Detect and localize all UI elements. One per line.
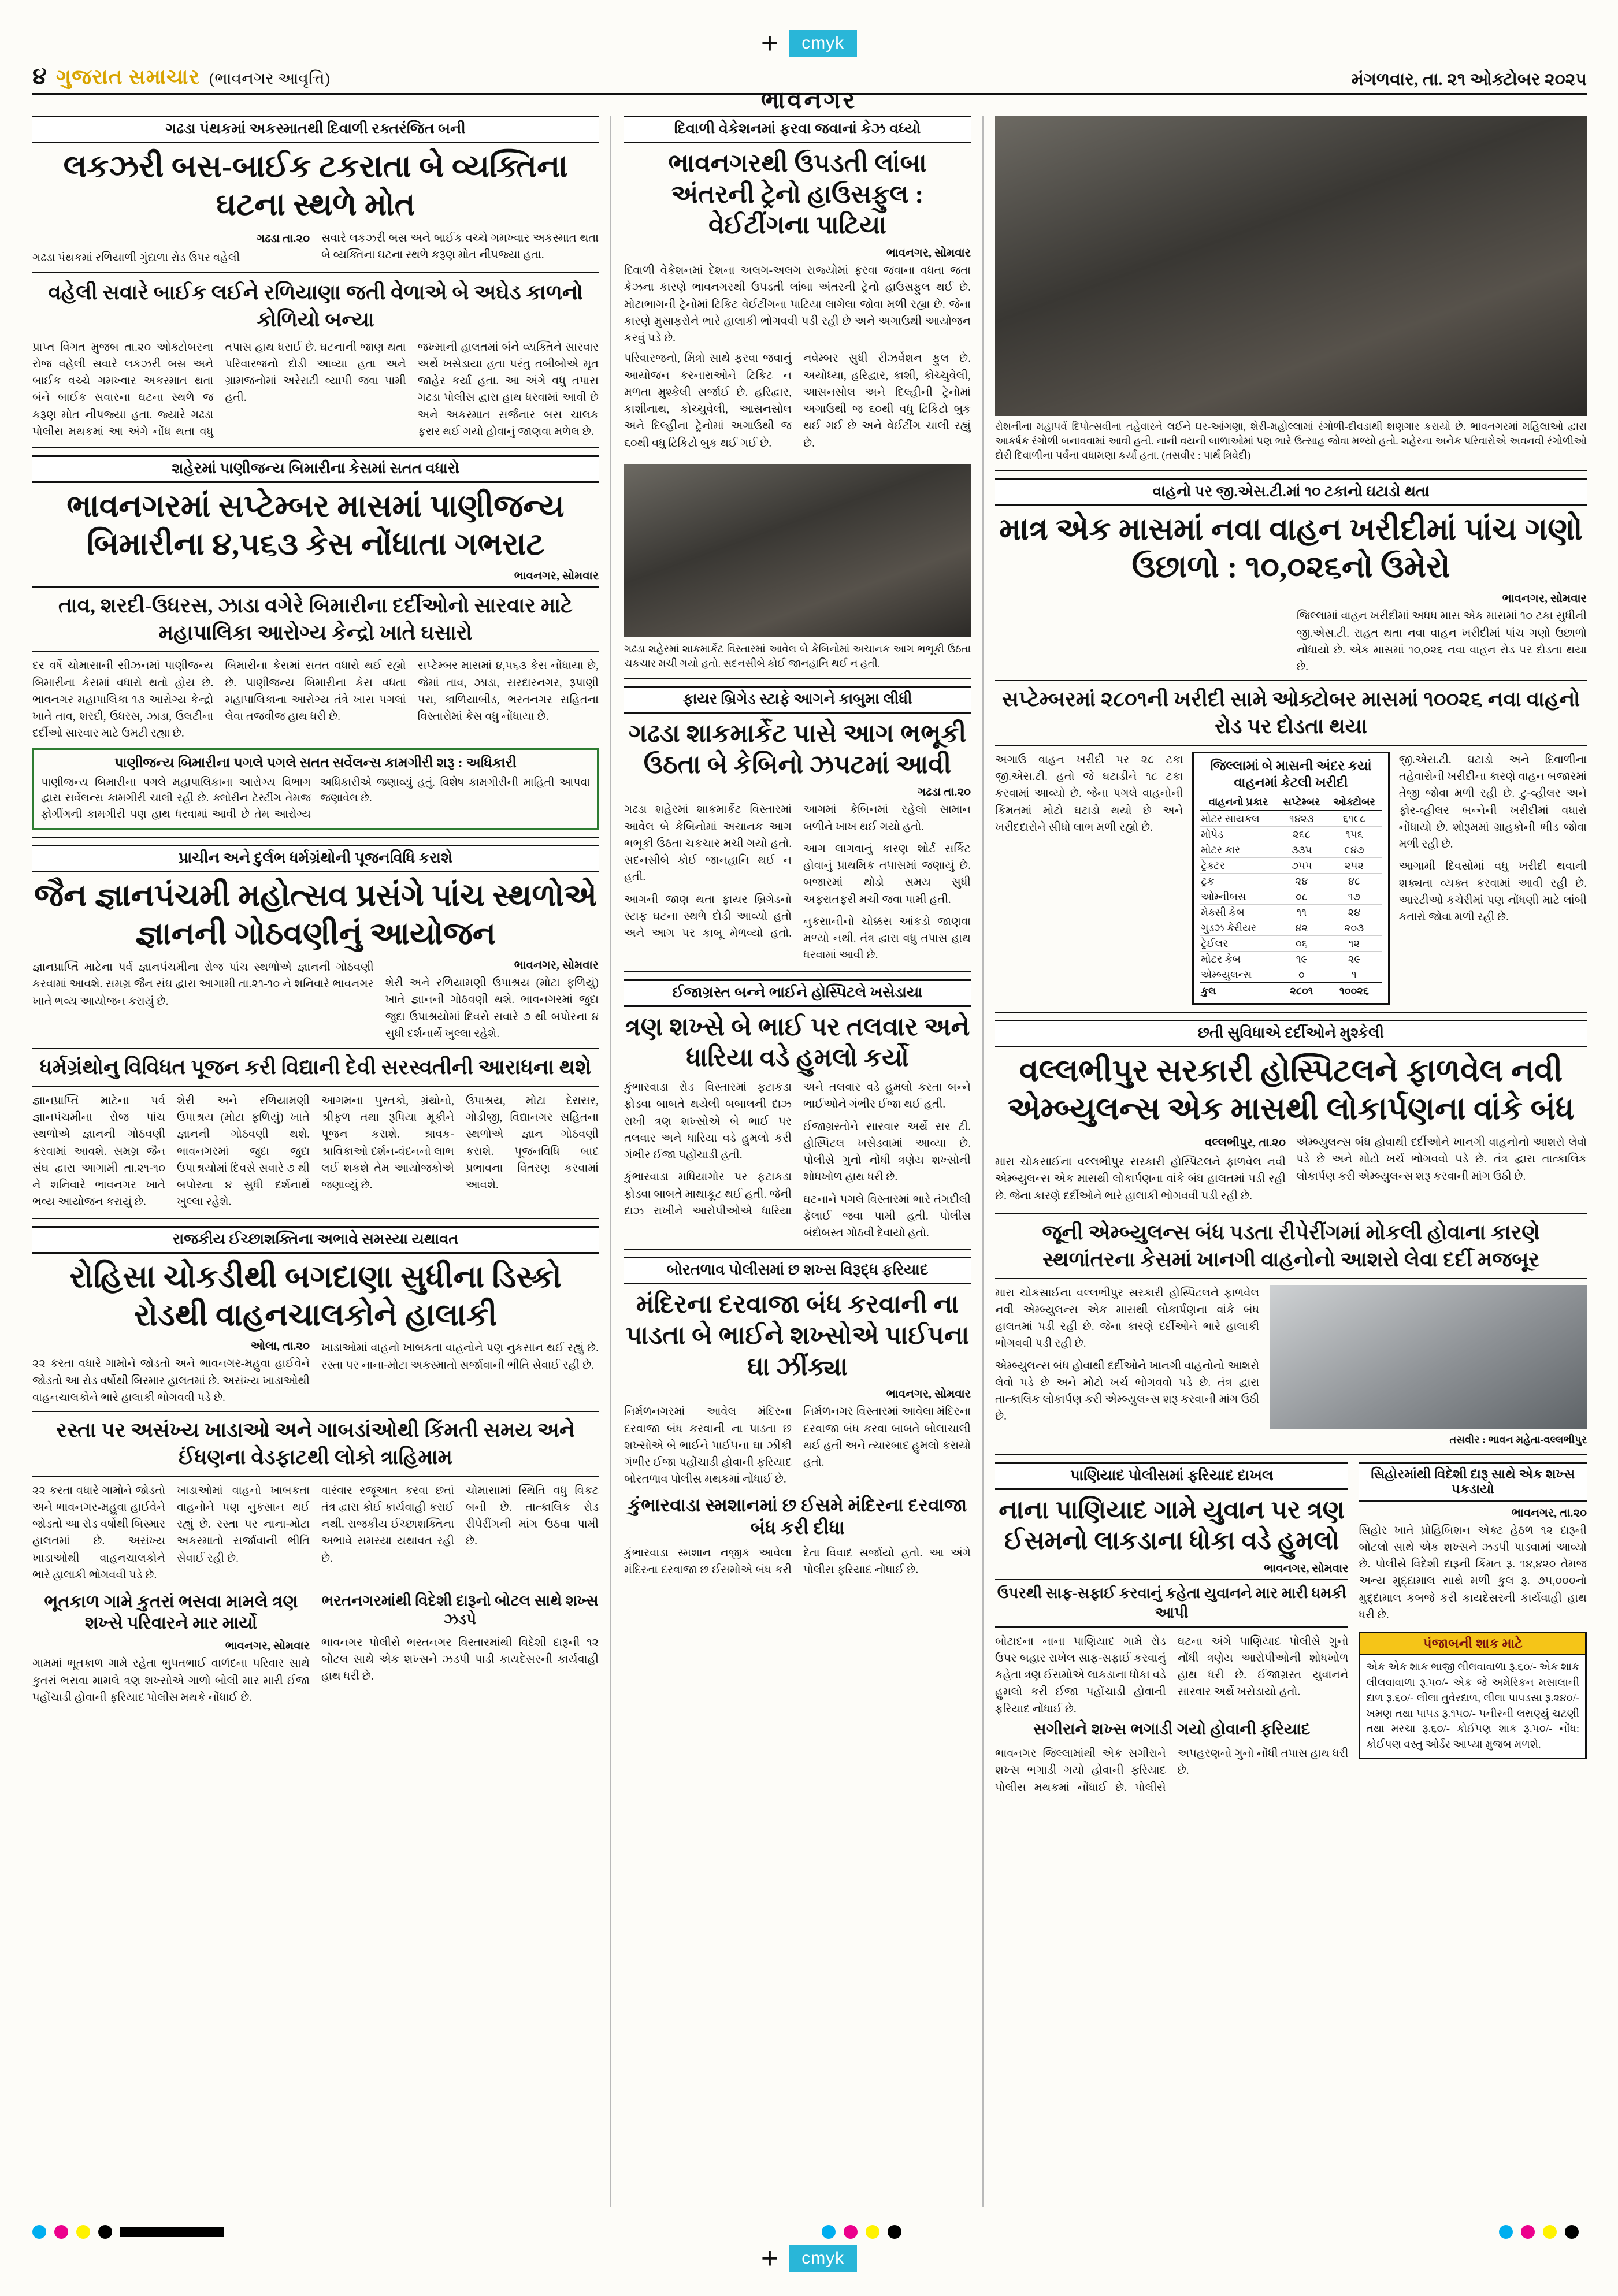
cell: ૯૪૭: [1326, 842, 1382, 858]
byline: ભાવનગર, સોમવાર: [225, 1640, 310, 1653]
article-ambulance: [995, 1020, 1587, 1447]
paragraph: બિમારીના કેસમાં સતત વધારો થઈ રહ્યો છે. પાણીજન્ય બિમારીના કેસ વધતા મહાપાલિકાના આરોગ્ય તંત્રે ખાસ પગલાં લેવા તજવીજ હાથ ધરી છે.: [225, 660, 406, 723]
paragraph: ઘટનાને પગલે વિસ્તારમાં ભારે તંગદીલી ફેલાઈ જવા પામી હતી. પોલીસ બંદોબસ્ત ગોઠવી દેવાયો હતો.: [803, 1193, 971, 1240]
paragraph: એમ્બ્યુલન્સ બંધ હોવાથી દર્દીઓને ખાનગી વાહનોનો આશરો લેવો પડે છે અને મોટો ખર્ચ ભોગવવો પડે છે. તંત્ર દ્વારા તાત્કાલિક લોકાર્પણ કરી એમ્બ્યુલન્સ શરૂ કરવાની માંગ ઉઠી છે.: [995, 1359, 1260, 1423]
cell: મોટર કેબ: [1200, 952, 1276, 967]
article-sword-attack: [624, 979, 971, 1242]
lead-paragraph: દિવાળી વેકેશનમાં દેશના અલગ-અલગ રાજ્યોમાં ફરવા જવાના વધતા જતા ક્રેઝના કારણે ભાવનગરથી ઉપડતી લાંબા અંતરની ટ્રેનો હાઉસફુલ થઈ છે. મોટાભાગની ટ્રેનોમાં ટિકિટ વેઈટીંગના પાટિયા લાગેલા જોવા મળી રહ્યા છે. જેના કારણે મુસાફરોને ભારે હાલાકી ભોગવવી પડી રહી છે અને અગાઉથી આયોજન કરવું પડે છે.: [624, 265, 971, 345]
kicker: બોરતળાવ પોલીસમાં છ શખ્સ વિરૂદ્ધ ફરિયાદ: [624, 1257, 971, 1284]
left-block: [32, 116, 599, 1706]
kicker: શહેરમાં પાણીજન્ય બિમારીના કેસમાં સતત વધારો: [32, 455, 599, 483]
paragraph: આગામી દિવસોમાં વધુ ખરીદી થવાની શક્યતા વ્યક્ત કરવામાં આવી રહી છે. આરટીઓ કચેરીમાં પણ નોંધણી માટે લાંબી કતારો જોવા મળી રહી છે.: [1398, 860, 1587, 924]
paragraph: વારંવાર રજૂઆત કરવા છતાં તંત્ર દ્વારા કોઈ કાર્યવાહી કરાઈ નથી. રાજકીય ઈચ્છાશક્તિના અભાવે સમસ્યા યથાવત રહી છે.: [321, 1484, 454, 1565]
headline: વલ્લભીપુર સરકારી હોસ્પિટલને ફાળવેલ નવી એમ્બ્યુલન્સ એક માસથી લોકાર્પણના વાંકે બંધ: [1007, 1053, 1575, 1127]
headline: માત્ર એક માસમાં નવા વાહન ખરીદીમાં પાંચ ગણો ઉછાળો : ૧૦,૦૨૬નો ઉમેરો: [999, 511, 1583, 585]
subhead: વહેલી સવારે બાઈક લઈને રળિયાણા જતી વેળાએ બે અઘેડ કાળનો કોળિયો બન્યા: [32, 272, 599, 333]
photo-credit: તસવીર : ભાવન મહેતા-વલ્લભીપુર: [1449, 1433, 1587, 1446]
paragraph: નવેમ્બર સુધી રીઝર્વેશન ફુલ છે. અયોધ્યા, હરિદ્વાર, કાશી, કોચ્ચુવેલી, આસનસોલ અને દિલ્હીની ટ્રેનોમાં અગાઉથી જ ૬૦થી વધુ ટિકિટો બુક થઈ ગઈ છે અને વેઈટીંગ ચાલી રહ્યું છે.: [803, 352, 971, 449]
table-row: [1200, 874, 1382, 889]
cell: ગુડઝ કેરીયર: [1200, 920, 1276, 936]
subhead: તાવ, શરદી-ઉધરસ, ઝાડા વગેરે બિમારીના દર્દીઓનો સારવાર માટે મહાપાલિકા આરોગ્ય કેન્દ્રો ખાતે ઘસારો: [32, 586, 599, 652]
paragraph: આગમના પુસ્તકો, ગ્રંથોનો, શ્રીફળ તથા રૂપિયા મૂકીને પૂજન કરાશે. શ્રાવક-શ્રાવિકાઓ દર્શન-વંદનનો લાભ લઈ શકશે તેમ આયોજકોએ જણાવ્યું છે.: [321, 1094, 454, 1192]
subhead: સપ્ટેમ્બરમાં ૨૮૦૧ની ખરીદી સામે ઓક્ટોબર માસમાં ૧૦૦૨૬ નવા વાહનો રોડ પર દોડતા થયા: [995, 680, 1587, 746]
paragraph: સપ્ટેમ્બર માસમાં ૪,૫૬૩ કેસ નોંધાયા છે, જેમાં તાવ, ઝાડા, સરદારનગર, રૂપાણી પરા, કાળિયાબીડ, ભરતનગર સહિતના વિસ્તારોમાં કેસ વધુ નોંધાયા છે.: [417, 660, 599, 723]
right-block: [995, 116, 1587, 1796]
ad-body: એક એક શાક ભાજી લીલવાવાળા રૂ.૬૦/- એક શાક લીલવાવાળા રૂ.૫૦/- એક જે અમેરિકન મસાલાની દાળ રૂ.૬૦/- લીલા તુવેરદાળ, લીલા પાપડસા રૂ.૨૪૦/- ખમણ તથા પાપડ રૂ.૧૫૦/- પનીરની લસણ્યું ચટણી તથા મરચા રૂ.૬૦/- કોઈપણ શાક રૂ.૫૦/- નોંધ: કોઈપણ વસ્તુ ઓર્ડર આપ્યા મુજબ મળશે.: [1366, 1662, 1579, 1751]
cell: ૧૨: [1326, 936, 1382, 952]
paper-name: ગુજરાત સમાચાર: [55, 65, 201, 88]
kicker: વાહનો પર જી.એસ.ટી.માં ૧૦ ટકાનો ઘટાડો થતા: [995, 478, 1587, 506]
lead-paragraph-2: સવારે લકઝરી બસ અને બાઈક વચ્ચે ગમખ્વાર અકસ્માત થતા બે વ્યક્તિના ઘટના સ્થળે કરૂણ મોત નીપજ્યા હતા.: [321, 232, 599, 261]
paragraph: ખાડાઓમાં વાહનો ખાબકતા વાહનોને પણ નુકસાન થઈ રહ્યું છે. રસ્તા પર નાના-મોટા અકસ્માતો સર્જાવાની ભીતિ સેવાઈ રહી છે.: [177, 1484, 310, 1565]
paragraph: કુંભારવાડા મધિયાગોર પર ફટાકડા ફોડવા બાબતે માથાકૂટ થઈ હતી. જેની દાઝ રાખીને આરોપીઓએ ધારિયા અને તલવાર વડે હુમલો કરતા બન્ને ભાઈઓને ગંભીર ઈજા થઈ હતી.: [624, 1082, 971, 1217]
cell: મેક્સી કેબ: [1200, 905, 1276, 920]
table-row: [1200, 858, 1382, 874]
paragraph: ઘટના અંગે પાણિયાદ પોલીસે ગુનો નોંધી ત્રણેય આરોપીઓની શોધખોળ હાથ ધરી છે. ઈજાગ્રસ્ત યુવાનને સારવાર અર્થે ખસેડાયો હતો.: [1177, 1635, 1349, 1699]
edition-label: (ભાવનગર આવૃત્તિ): [209, 70, 330, 88]
table-row: [1200, 827, 1382, 842]
cell: ૭૫૫: [1277, 858, 1326, 874]
paragraph: જ્ઞાનપ્રાપ્તિ માટેના પર્વ જ્ઞાનપંચમીના રોજ પાંચ સ્થળોએ જ્ઞાનની ગોઠવણી કરવામાં આવશે. સમગ્ર જૈન સંઘ દ્વારા આગામી તા.૨૧-૧૦ ને શનિવારે ભાવનગર ખાતે ભવ્ય આયોજન કરાયું છે.: [32, 1094, 165, 1209]
cell: કુલ: [1200, 983, 1276, 998]
kicker: પાણિયાદ પોલીસમાં ફરિયાદ દાખલ: [995, 1462, 1348, 1490]
article-jain-festival: [32, 845, 599, 1210]
cmyk-tag-bottom: cmyk: [789, 2245, 857, 2272]
paragraph: ભાવનગર જિલ્લામાંથી એક સગીરાને શખ્સ ભગાડી ગયો હોવાની ફરિયાદ પોલીસ મથકમાં નોંધાઈ છે. પોલીસે અપહરણનો ગુનો નોંધી તપાસ હાથ ધરી છે.: [995, 1748, 1349, 1794]
headline: રોહિસા ચોકડીથી બગદાણા સુધીના ડિસ્કો રોડથી વાહનચાલકોને હાલાકી: [69, 1259, 562, 1332]
article-fire-gadhada: [624, 686, 971, 964]
paragraph: કુંભારવાડા સ્મશાન નજીક આવેલા મંદિરના દરવાજા છ ઈસમોએ બંધ કરી દેતા વિવાદ સર્જાયો હતો. આ અંગે પોલીસ ફરિયાદ નોંધાઈ છે.: [624, 1547, 971, 1576]
kicker: ગઢડા પંથકમાં અકસ્માતથી દિવાળી રક્તરંજિત બની: [32, 116, 599, 143]
rangoli-photo: [995, 116, 1587, 416]
cell: ૨૯: [1326, 952, 1382, 967]
cell: ૨૪: [1277, 874, 1326, 889]
subhead: જૂની એમ્બ્યુલન્સ બંધ પડતા રીપેરીંગમાં મોકલી હોવાના કારણે સ્થળાંતરના કેસમાં ખાનગી વાહનોનો આશરો લેવા દર્દી મજબૂર: [995, 1213, 1587, 1279]
cmyk-tag-top: cmyk: [789, 30, 857, 57]
headline: ભાવનગરથી ઉપડતી લાંબા અંતરની ટ્રેનો હાઉસફુલ : વેઈટીંગના પાટિયા: [668, 149, 927, 240]
byline: ભાવનગર, સોમવાર: [886, 1388, 971, 1401]
cell: ૦૮: [1277, 889, 1326, 905]
middle-block: [624, 116, 971, 1578]
paragraph: ચોમાસામાં સ્થિતિ વધુ વિકટ બની છે. તાત્કાલિક રોડ રીપેરીંગની માંગ ઉઠવા પામી છે.: [466, 1484, 599, 1548]
column-rule-1: [610, 116, 611, 2207]
byline: ભાવનગર, સોમવાર: [514, 569, 599, 582]
article-train-rush: [624, 116, 971, 457]
cell: મોટર કાર: [1200, 842, 1276, 858]
paragraph: પરિવારજનો, મિત્રો સાથે ફરવા જવાનું આયોજન કરનારાઓને ટિકિટ ન મળતા મુશ્કેલી સર્જાઈ છે. હરિદ્વાર, કાશીનાથ, કોચ્ચુવેલી, આસનસોલ અને દિલ્હીના ટ્રેનોમાં અગાઉથી જ ૬૦થી વધુ ટિકિટો બુક થઈ ગઈ છે.: [624, 352, 792, 449]
rangoli-photo-caption: રોશનીના મહાપર્વ દિપોત્સવીના તહેવારને લઈને ઘર-આંગણા, શેરી-મહોલ્લામાં રંગોળી-દીવડાથી શણગાર કરાયો છે. ભાવનગરમાં મહિલાઓ દ્વારા આકર્ષક રંગોળી બનાવવામાં આવી હતી. નાની વયની બાળાઓમાં પણ ભારે ઉત્સાહ જોવા મળ્યો હતો. શહેરના અનેક પરિવારોએ અવનવી રંગોળીઓ દોરી દિવાળીના પર્વના વધામણા કર્યા હતા. (તસવીર : પાર્થ ત્રિવેદી): [995, 421, 1587, 462]
paragraph: કુંભારવાડા રોડ વિસ્તારમાં ફટાકડા ફોડવા બાબતે થયેલી બબાલની દાઝ રાખી ત્રણ શખ્સોએ બે ભાઈ પર તલવાર અને ધારિયા વડે હુમલો કરી ગંભીર ઈજા પહોંચાડી હતી.: [624, 1082, 792, 1162]
yagna-ceremony-photo: [624, 464, 971, 637]
byline: ભાવનગર, તા.૨૦: [1511, 1506, 1587, 1519]
right-rail: [1359, 1462, 1587, 1796]
article-sihor-liquor: [1359, 1462, 1587, 1624]
article-temple-gate: [624, 1257, 971, 1578]
byline: ભાવનગર, સોમવાર: [1502, 592, 1587, 605]
cell: ૪૮: [1326, 874, 1382, 889]
cell: મોટર સાયકલ: [1200, 811, 1276, 827]
sub-headline: ભરતનગરમાંથી વિદેશી દારૂનો બોટલ સાથે શખ્સ ઝડપે: [321, 1592, 599, 1628]
cell: ૪૨: [1277, 920, 1326, 936]
byline: ભાવનગર, સોમવાર: [886, 247, 971, 260]
cell: ૧૧: [1277, 905, 1326, 920]
cell: ૧૪૨૩: [1277, 811, 1326, 827]
paragraph: મારા ચોકસાઈના વલ્લભીપુર સરકારી હોસ્પિટલને ફાળવેલ નવી એમ્બ્યુલન્સ એક માસથી લોકાર્પણના વાંકે બંધ હાલતમાં પડી રહી છે. જેના કારણે દર્દીઓને ભારે હાલાકી ભોગવવી પડી રહી છે.: [995, 1156, 1286, 1202]
table-col-header: સપ્ટેમ્બર: [1277, 794, 1326, 811]
paragraph: ૨૨ કરતા વધારે ગામોને જોડતો અને ભાવનગર-મહુવા હાઈવેને જોડતો આ રોડ વર્ષોથી બિસ્માર હાલતમાં છે. અસંખ્ય ખાડાઓથી વાહનચાલકોને ભારે હાલાકી ભોગવવી પડે છે.: [32, 1484, 165, 1581]
article-rohisa-road: [32, 1226, 599, 1707]
cell: ૧૦૦૨૬: [1326, 983, 1382, 998]
table-row: [1200, 952, 1382, 967]
headline: ત્રણ શખ્સે બે ભાઈ પર તલવાર અને ધારિયા વડે હુમલો કર્યો: [625, 1012, 970, 1072]
registration-plus-icon: +: [760, 27, 779, 60]
cell: ૬૧૯૮: [1326, 811, 1382, 827]
headline: ભાવનગરમાં સપ્ટેમ્બર માસમાં પાણીજન્ય બિમારીના ૪,૫૬૩ કેસ નોંધાતા ગભરાટ: [66, 489, 565, 562]
page-number: ૪: [32, 63, 47, 89]
subhead: રસ્તા પર અસંખ્ય ખાડાઓ અને ગાબડાંઓથી કિંમતી સમય અને ઈંધણના વેડફાટથી લોકો ત્રાહિમામ: [32, 1411, 599, 1477]
table-total-row: [1200, 983, 1382, 998]
paragraph: નિર્મળનગરમાં આવેલ મંદિરના દરવાજા બંધ કરવાની ના પાડતા છ શખ્સોએ બે ભાઈને પાઈપના ઘા ઝીંકી ગંભીર ઈજા પહોંચાડી હોવાની ફરિયાદ બોરતળાવ પોલીસ મથકમાં નોંધાઈ છે.: [624, 1406, 792, 1486]
table-row: [1200, 936, 1382, 952]
kicker: ઈજાગ્રસ્ત બન્ને ભાઈને હોસ્પિટલે ખસેડાયા: [624, 979, 971, 1007]
byline: ગઢડા તા.૨૦: [256, 232, 310, 245]
highlight-box: [32, 748, 599, 830]
cell: ઓમ્નીબસ: [1200, 889, 1276, 905]
registration-plus-icon: +: [760, 2242, 779, 2275]
cell: ૨૫૨: [1326, 858, 1382, 874]
table-row: [1200, 967, 1382, 983]
table-col-header: વાહનનો પ્રકાર: [1200, 794, 1276, 811]
cell: ટ્રેઈલર: [1200, 936, 1276, 952]
cell: ૧૭: [1326, 889, 1382, 905]
cell: ૨૦૩: [1326, 920, 1382, 936]
headline: નાના પાણિયાદ ગામે યુવાન પર ત્રણ ઈસમનો લાકડાના ધોકા વડે હુમલો: [999, 1495, 1345, 1555]
paragraph: શેરી અને રળિયામણી ઉપાશ્રય (મોટા ફળિયું) ખાતે જ્ઞાનની ગોઠવણી થશે. ભાવનગરમાં જુદા જુદા ઉપાશ્રયોમાં દિવસે સવારે ૭ થી બપોરના ૪ સુધી દર્શનાર્થે ખુલ્લા રહેશે.: [385, 977, 599, 1040]
table-col-header: ઓક્ટોબર: [1326, 794, 1382, 811]
article-waterborne-disease: [32, 455, 599, 830]
date-line: મંગળવાર, તા. ૨૧ ઓક્ટોબર ૨૦૨૫: [1351, 70, 1587, 89]
cell: ૨૮૦૧: [1277, 983, 1326, 998]
kicker: છતી સુવિધાએ દર્દીઓને મુશ્કેલી: [995, 1020, 1587, 1047]
paragraph: બોટાદના નાના પાણિયાદ ગામે રોડ ઉપર બહાર રાખેલ સાફ-સફાઈ કરવાનું કહેતા ત્રણ ઈસમોએ લાકડાના ધોકા વડે હુમલો કરી ઈજા પહોંચાડી હોવાની ફરિયાદ નોંધાઈ છે.: [995, 1635, 1166, 1715]
lead-paragraph: જ્ઞાનપ્રાપ્તિ માટેના પર્વ જ્ઞાનપંચમીના રોજ પાંચ સ્થળોએ જ્ઞાનની ગોઠવણી કરવામાં આવશે. સમગ્ર જૈન સંઘ દ્વારા આગામી તા.૨૧-૧૦ ને શનિવારે ભાવનગર ખાતે ભવ્ય આયોજન કરાયું છે.: [32, 961, 374, 1008]
article-bus-accident: [32, 116, 599, 440]
paragraph: ગઢડા શહેરમાં શાકમાર્કેટ વિસ્તારમાં આવેલ બે કેબિનોમાં અચાનક આગ ભભૂકી ઉઠતા ચકચાર મચી ગયો હતો. સદનસીબે કોઈ જાનહાનિ થઈ ન હતી.: [624, 804, 792, 884]
headline: જૈન જ્ઞાનપંચમી મહોત્સવ પ્રસંગે પાંચ સ્થળોએ જ્ઞાનની ગોઠવણીનું આયોજન: [34, 878, 597, 952]
photo-caption: ગઢડા શહેરમાં શાકમાર્કેટ વિસ્તારમાં આવેલ બે કેબિનોમાં અચાનક આગ ભભૂકી ઉઠતા ચકચાર મચી ગયો હતો. સદનસીબે કોઈ જાનહાનિ થઈ ન હતી.: [624, 642, 971, 669]
kicker: ફાયર બ્રિગેડ સ્ટાફે આગને કાબુમા લીધી: [624, 686, 971, 714]
table-row: [1200, 905, 1382, 920]
headline: ગઢડા શાકમાર્કેટ પાસે આગ ભભૂકી ઉઠતા બે કેબિનો ઝપટમાં આવી: [628, 719, 967, 779]
cell: મોપેડ: [1200, 827, 1276, 842]
highlight-box-body: પાણીજન્ય બિમારીના પગલે મહાપાલિકાના આરોગ્ય વિભાગ દ્વારા સર્વેલન્સ કામગીરી ચાલી રહી છે. ક્લોરીન ટેસ્ટીંગ તેમજ ફોગીંગની કામગીરી પણ હાથ ધરવામાં આવી છે તેમ આરોગ્ય અધિકારીએ જણાવ્યું હતું. વિશેષ કામગીરીની માહિતી આપવા જણાવેલ છે.: [41, 776, 590, 820]
paragraph: સિહોર ખાતે પ્રોહિબિશન એક્ટ હેઠળ ૧૨ દારૂની બોટલો સાથે એક શખ્સને ઝડપી પાડવામાં આવ્યો છે. પોલીસે વિદેશી દારૂની કિંમત રૂ. ૧૪,૪૨૦ તેમજ અન્ય મુદ્દામાલ સાથે મળી કુલ રૂ. ૭૫,૦૦૦નો મુદ્દામાલ કબજે કરી કાયદેસરની કાર્યવાહી હાથ ધરી છે.: [1359, 1524, 1587, 1621]
table-row: [1200, 811, 1382, 827]
paragraph: પ્રાપ્ત વિગત મુજબ તા.૨૦ ઓક્ટોબરના રોજ વહેલી સવારે લકઝરી બસ અને બાઈક વચ્ચે ગમખ્વાર અકસ્માત થતા બંને બાઈક સવારના ઘટના સ્થળે જ કરૂણ મોત નીપજ્યા હતા. જ્યારે ગઢડા પોલીસ મથકમાં આ અંગે નોંધ થતા વધુ તપાસ હાથ ધરાઈ છે. ઘટનાની જાણ થતા પરિવારજનો દોડી આવ્યા હતા અને ગ્રામજનોમાં અરેરાટી વ્યાપી જવા પામી હતી.: [32, 341, 406, 438]
paragraph: જખ્માની હાલતમાં બંને વ્યક્તિને સારવાર અર્થે ખસેડાયા હતા પરંતુ તબીબોએ મૃત જાહેર કર્યા હતા. આ અંગે વધુ તપાસ ગઢડા પોલીસ દ્વારા હાથ ધરવામાં આવી છે અને અકસ્માત સર્જનાર બસ ચાલક ફરાર થઈ ગયો હોવાનું જાણવા મળેલ છે.: [417, 341, 599, 438]
paragraph: શેરી અને રળિયામણી ઉપાશ્રય (મોટા ફળિયું) ખાતે જ્ઞાનની ગોઠવણી થશે. ભાવનગરમાં જુદા જુદા ઉપાશ્રયોમાં દિવસે સવારે ૭ થી બપોરના ૪ સુધી દર્શનાર્થે ખુલ્લા રહેશે.: [177, 1094, 310, 1209]
cell: ૧૫૬: [1326, 827, 1382, 842]
cell: ૦: [1277, 967, 1326, 983]
paragraph: આગની જાણ થતા ફાયર બ્રિગેડનો સ્ટાફ ઘટના સ્થળે દોડી આવ્યો હતો અને આગ પર કાબૂ મેળવ્યો હતો. આગમાં કેબિનમાં રહેલો સામાન બળીને ખાખ થઈ ગયો હતો.: [624, 804, 971, 940]
paragraph: ગામમાં ભૂતકાળ ગામે રહેતા ભુપતભાઈ વાળંદના પરિવાર સાથે કુતરાં ભસવા મામલે ત્રણ શખ્સોએ ગાળો બોલી માર મારી ઈજા પહોંચાડી હોવાની ફરિયાદ પોલીસ મથકે નોંધાઈ છે.: [32, 1658, 310, 1704]
bottom-right-row: [995, 1462, 1587, 1796]
paragraph: જી.એસ.ટી. ઘટાડો અને દિવાળીના તહેવારોની ખરીદીના કારણે વાહન બજારમાં તેજી જોવા મળી રહી છે. ટુ-વ્હીલર અને ફોર-વ્હીલર બન્નેની ખરીદીમાં વધારો નોંધાયો છે. શોરૂમમાં ગ્રાહકોની ભીડ જોવા મળી રહી છે.: [1398, 753, 1587, 851]
article-gst-vehicles: [995, 478, 1587, 1005]
bottom-print-marks: [0, 2232, 1618, 2284]
byline: ભાવનગર, સોમવાર: [1264, 1562, 1349, 1576]
cell: ટ્રક: [1200, 874, 1276, 889]
ad-header: પંજાબની શાક માટે: [1360, 1633, 1585, 1655]
headline: મંદિરના દરવાજા બંધ કરવાની ના પાડતા બે ભાઈને શખ્સોએ પાઈપના ઘા ઝીંક્યા: [625, 1290, 970, 1381]
paragraph: ખાડાઓમાં વાહનો ખાબકતા વાહનોને પણ નુકસાન થઈ રહ્યું છે. રસ્તા પર નાના-મોટા અકસ્માતો સર્જાવાની ભીતિ સેવાઈ રહી છે.: [321, 1342, 599, 1372]
subhead: ધર્મગ્રંથોનુ વિવિધત પૂજન કરી વિદ્યાની દેવી સરસ્વતીની આરાધના થશે: [32, 1048, 599, 1087]
cell: ૨૬૮: [1277, 827, 1326, 842]
cell: ૧: [1326, 967, 1382, 983]
article-paniyad-assault: [995, 1462, 1348, 1796]
cell: ૩૩૫: [1277, 842, 1326, 858]
paragraph: અગાઉ વાહન ખરીદી પર ૨૮ ટકા જી.એસ.ટી. હતો જે ઘટાડીને ૧૮ ટકા કરવામાં આવ્યો છે. જેના પગલે વાહનોની કિંમતમાં મોટો ઘટાડો થયો છે અને ખરીદદારોને સીધો લાભ મળી રહ્યો છે.: [995, 753, 1183, 834]
table-row: [1200, 889, 1382, 905]
cell: ૨૪: [1326, 905, 1382, 920]
paragraph: નુકસાનીનો ચોક્કસ આંકડો જાણવા મળ્યો નથી. તંત્ર દ્વારા વધુ તપાસ હાથ ધરવામાં આવી છે.: [803, 915, 971, 962]
byline: ઓલા, તા.૨૦: [250, 1340, 310, 1353]
cell: ૦૬: [1277, 936, 1326, 952]
cell: એમ્બ્યુલન્સ: [1200, 967, 1276, 983]
headline: લકઝરી બસ-બાઈક ટકરાતા બે વ્યક્તિના ઘટના સ્થળે મોત: [63, 149, 568, 222]
kicker: સિહોરમાંથી વિદેશી દારૂ સાથે એક શખ્સ પકડાયો: [1359, 1462, 1587, 1502]
paragraph: ઉપાશ્રય, મોટા દેરાસર, ગોડીજી, વિદ્યાનગર સહિતના સ્થળોએ જ્ઞાન ગોઠવણી કરાશે. પૂજનવિધિ બાદ પ્રભાવના વિતરણ કરવામાં આવશે.: [466, 1094, 599, 1192]
paragraph: આગ લાગવાનું કારણ શોર્ટ સર્કિટ હોવાનું પ્રાથમિક તપાસમાં જણાયું છે. બજારમાં થોડો સમય સુધી અફરાતફરી મચી જવા પામી હતી.: [803, 842, 971, 906]
gst-purchase-table: [1192, 752, 1390, 1005]
lead-paragraph: જિલ્લામાં વાહન ખરીદીમાં અધધ માસ એક માસમાં ૧૦ ટકા સુધીની જી.એસ.ટી. રાહત થતા નવા વાહન ખરીદીમાં પાંચ ગણો ઉછાળો નોંધાયો છે. એક માસમાં ૧૦,૦૨૬ નવા વાહન રોડ પર દોડતા થયા છે.: [1297, 610, 1587, 674]
paragraph: ભાવનગર પોલીસે ભરતનગર વિસ્તારમાંથી વિદેશી દારૂની ૧૨ બોટલ સાથે એક શખ્સને ઝડપી પાડી કાયદેસરની કાર્યવાહી હાથ ધરી છે.: [321, 1636, 599, 1683]
table-title: જિલ્લામાં બે માસની અંદર કયાં વાહનમાં કેટલી ખરીદી: [1210, 758, 1372, 790]
subhead: ઉપરથી સાફ-સફાઈ કરવાનું કહેતા યુવાનને માર મારી ધમકી આપી: [995, 1579, 1348, 1628]
lead-paragraph: ૨૨ કરતા વધારે ગામોને જોડતો અને ભાવનગર-મહુવા હાઈવેને જોડતો આ રોડ વર્ષોથી બિસ્માર હાલતમાં છે. અસંખ્ય ખાડાઓથી વાહનચાલકોને ભારે હાલાકી ભોગવવી પડે છે.: [32, 1358, 310, 1404]
kicker: દિવાળી વેકેશનમાં ફરવા જવાનાં કેઝ વધ્યો: [624, 116, 971, 143]
byline: વલ્લભીપુર, તા.૨૦: [1205, 1136, 1286, 1150]
paragraph: નિર્મળનગર વિસ્તારમાં આવેલા મંદિરના દરવાજા બંધ કરવા બાબતે બોલાચાલી થઈ હતી અને ત્યારબાદ હુમલો કરાયો હતો.: [803, 1406, 971, 1469]
byline: ગઢડા તા.૨૦: [917, 786, 971, 799]
kicker: પ્રાચીન અને દુર્લભ ધર્મગ્રંથોની પૂજનવિધિ કરાશે: [32, 845, 599, 872]
paragraph: દર વર્ષે ચોમાસાની સીઝનમાં પાણીજન્ય બિમારીના કેસમાં વધારો થતો હોય છે. ભાવનગર મહાપાલિકા ૧૩ આરોગ્ય કેન્દ્રો ખાતે તાવ, શરદી, ઉધરસ, ઝાડા, ઉલટીના દર્દીઓ સારવાર માટે ઉમટી રહ્યા છે.: [32, 660, 214, 740]
paragraph: મારા ચોકસાઈના વલ્લભીપુર સરકારી હોસ્પિટલને ફાળવેલ નવી એમ્બ્યુલન્સ એક માસથી લોકાર્પણના વાંકે બંધ હાલતમાં પડી રહી છે. જેના કારણે દર્દીઓને ભારે હાલાકી ભોગવવી પડી રહી છે.: [995, 1287, 1260, 1350]
paragraph: ઈજાગ્રસ્તોને સારવાર અર્થે સર ટી. હોસ્પિટલ ખસેડવામાં આવ્યા છે. પોલીસે ગુનો નોંધી ત્રણેય શખ્સોની શોધખોળ હાથ ધરી છે.: [803, 1120, 971, 1184]
lead-paragraph: ગઢડા પંથકમાં રળિયાળી ગુંદાળા રોડ ઉપર વહેલી: [32, 251, 240, 264]
sub-headline: ભૂતકાળ ગામે કુતરાં ભસવા મામલે ત્રણ શખ્સે પરિવારને માર માર્યો: [44, 1592, 298, 1633]
sub-headline: કુંભારવાડા સ્મશાનમાં છ ઈસમે મંદિરના દરવાજા બંધ કરી દીધા: [628, 1494, 967, 1538]
kicker: રાજકીય ઈચ્છાશક્તિના અભાવે સમસ્યા યથાવત: [32, 1226, 599, 1254]
byline: ભાવનગર, સોમવાર: [514, 959, 599, 972]
cell: ટ્રેક્ટર: [1200, 858, 1276, 874]
section-title: ભાવનગર: [760, 87, 858, 113]
column-rule-2: [982, 116, 984, 2207]
paragraph: એમ્બ્યુલન્સ બંધ હોવાથી દર્દીઓને ખાનગી વાહનોનો આશરો લેવો પડે છે અને મોટો ખર્ચ ભોગવવો પડે છે. તંત્ર દ્વારા તાત્કાલિક લોકાર્પણ કરી એમ્બ્યુલન્સ શરૂ કરવાની માંગ ઉઠી છે.: [1296, 1136, 1587, 1183]
table-row: [1200, 842, 1382, 858]
table-row: [1200, 920, 1382, 936]
highlight-box-title: પાણીજન્ય બિમારીના પગલે પગલે સતત સર્વેલન્સ કામગીરી શરૂ : અધિકારી: [114, 755, 517, 771]
cell: ૧૯: [1277, 952, 1326, 967]
classified-ad[interactable]: [1359, 1632, 1587, 1759]
ambulance-photo: [1270, 1285, 1587, 1429]
sub-headline: સગીરાને શખ્સ ભગાડી ગયો હોવાની ફરિયાદ: [1033, 1720, 1311, 1738]
